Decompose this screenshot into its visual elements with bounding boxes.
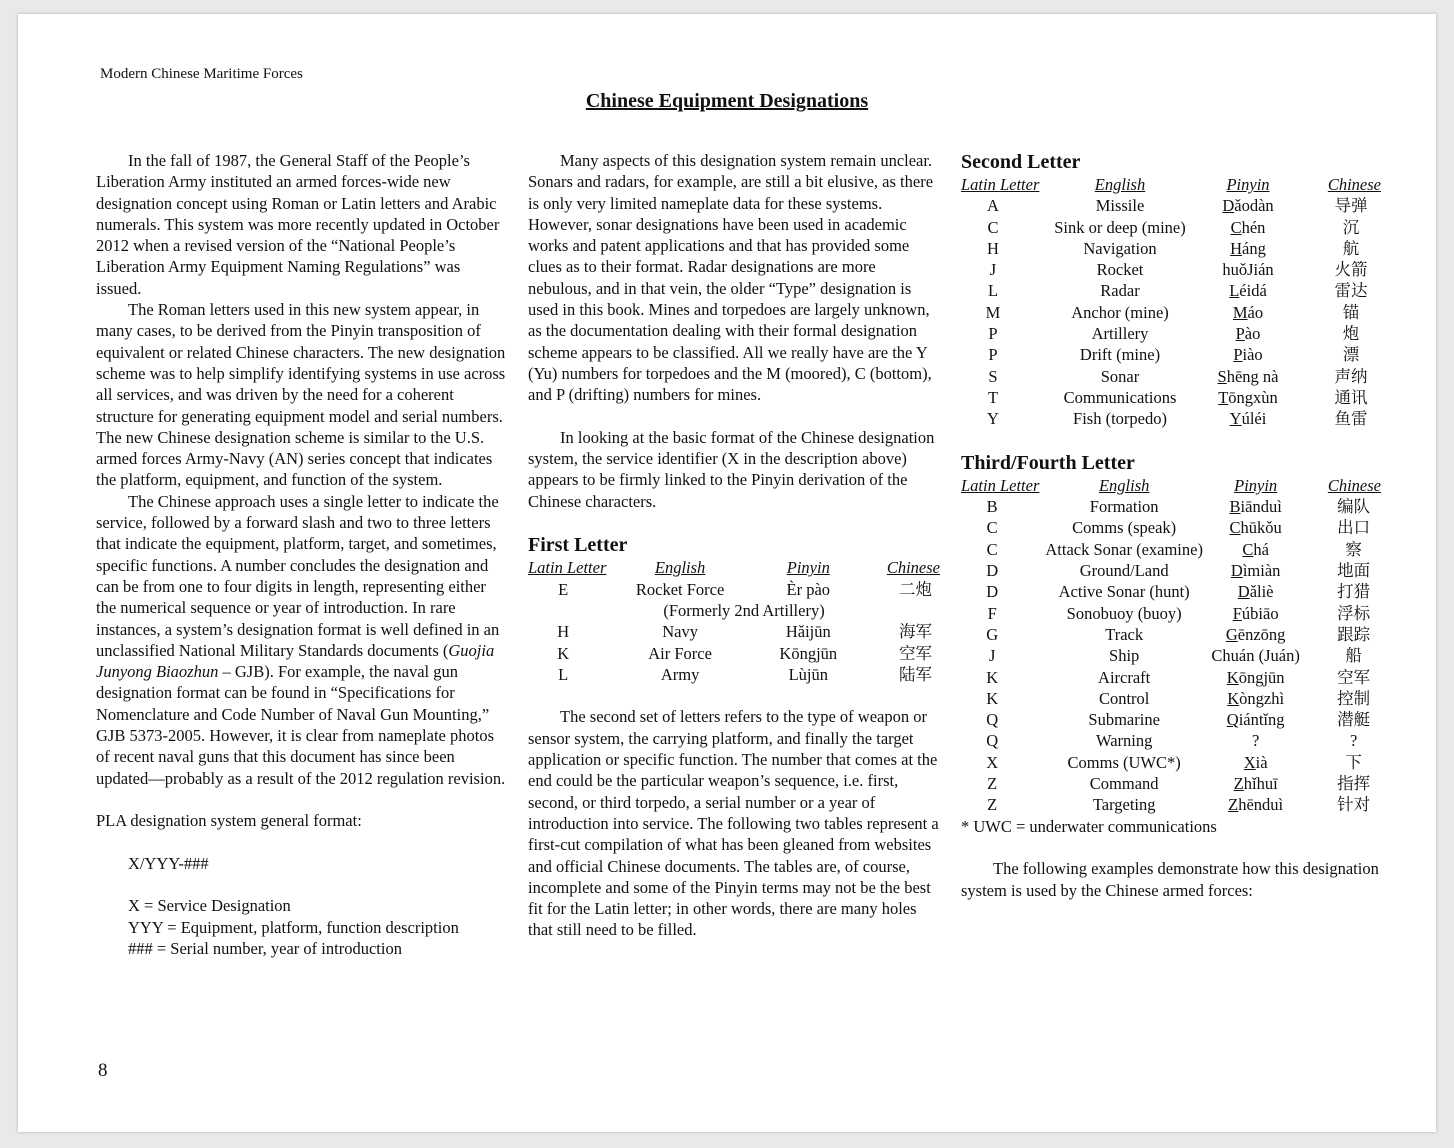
pinyin-initial: H (1230, 238, 1243, 258)
english-cell: Anchor (mine) (1071, 302, 1169, 322)
english-cell: Drift (mine) (1079, 345, 1161, 365)
latin-cell: Q (986, 710, 999, 730)
pinyin-cell: Èr pào (786, 579, 831, 599)
column-1 (96, 150, 508, 959)
english-cell: Warning (1095, 731, 1153, 751)
pinyin-rest: áo (1247, 302, 1264, 322)
chinese-cell: 浮标 (1337, 603, 1371, 623)
column-header: English (1098, 475, 1150, 495)
english-cell: Active Sonar (hunt) (1058, 582, 1190, 602)
pinyin-rest: hēnduì (1238, 795, 1284, 815)
english-cell: Missile (1095, 196, 1145, 216)
latin-cell: T (987, 387, 999, 407)
table-row (961, 302, 1381, 323)
pinyin-cell (1203, 667, 1308, 688)
table-row (961, 280, 1381, 301)
page-number: 8 (98, 1060, 108, 1081)
latin-cell: Z (987, 795, 998, 815)
paragraph: The second set of letters refers to the type of weapon or sensor system, the carrying platform, and finally the target application or specific function. The number that comes at the end could be the particular weapon’s sequence, i.e. first, second, or third torpedo, a serial number or a year of introduction into service. The following two tables represent a first-cut compilation of what has been gleaned from websites and official Chinese documents. The tables are, of course, incomplete and some of the Pinyin terms may not be the best fit for the Latin letter; in other words, there are many holes that still need to be filled. (528, 707, 939, 940)
chinese-cell (863, 600, 940, 621)
paragraph: In looking at the basic format of the Chinese designation system, the service identifier (X in the description above) appears to be firmly linked to the Pinyin derivation of the Chinese characters. (528, 427, 935, 511)
pinyin-rest: ? (1251, 731, 1260, 751)
english-cell: Army (660, 664, 700, 684)
latin-cell: K (986, 688, 999, 708)
column-header: Latin Letter (961, 175, 1040, 194)
pinyin-initial: D (1230, 561, 1243, 581)
english-cell: Command (1089, 774, 1159, 794)
english-cell: Formation (1089, 497, 1159, 517)
english-cell: Navigation (1083, 238, 1157, 258)
chinese-cell: 打猎 (1337, 582, 1371, 602)
chinese-cell: 空军 (1337, 667, 1371, 687)
pinyin-cell (1203, 752, 1308, 773)
pinyin-rest: ìmiàn (1242, 561, 1281, 581)
pinyin-cell: Kōngjūn (779, 643, 838, 663)
table-row (961, 217, 1381, 238)
english-cell: Sink or deep (mine) (1054, 217, 1186, 237)
pinyin-initial: D (1222, 196, 1235, 216)
chinese-cell: 炮 (1342, 324, 1360, 344)
table-row (961, 752, 1381, 773)
document-page (18, 14, 1436, 1132)
column-header: Chinese (1327, 475, 1381, 495)
english-cell: Comms (speak) (1072, 518, 1177, 538)
second-letter-heading: Second Letter (961, 151, 1081, 173)
table-row (961, 323, 1381, 344)
third-fourth-letter-table (961, 475, 1381, 816)
pinyin-rest: Chuán (Juán) (1211, 646, 1300, 666)
table-row (961, 366, 1381, 387)
english-cell: (Formerly 2nd Artillery) (663, 600, 825, 620)
latin-cell: G (986, 624, 999, 644)
english-cell: Ship (1109, 646, 1140, 666)
chinese-cell: 陆军 (899, 664, 932, 684)
column-header: Pinyin (1226, 175, 1270, 194)
pinyin-initial: P (1233, 345, 1243, 365)
pinyin-initial: L (1229, 281, 1240, 301)
latin-cell: B (986, 497, 998, 517)
pinyin-rest: huǒJián (1222, 260, 1274, 280)
english-cell: Radar (1100, 281, 1140, 301)
table-row (528, 579, 940, 600)
english-cell: Air Force (648, 643, 712, 663)
english-cell: Artillery (1091, 324, 1149, 344)
paragraph: The Chinese approach uses a single letter to indicate the service, followed by a forward slash and two to three letters that indicate the equipment, platform, target, and sometimes, specific functions. A number concludes the designation and can be from one to four digits in length, representing either the numerical sequence or year of introduction. In rare instances, a system’s designation format is well defined in an unclassified National Military Standards documents (Guojia Junyong Biaozhun – GJB). For example, the naval gun designation format can be found in “Specifications for Nomenclature and Code Number of Naval Gun Mounting,” GJB 5373-2005. However, it is clear from nameplate photos of recent naval guns that this document has since been updated—probably as a result of the 2012 regulation revision. (96, 491, 506, 788)
table-row (961, 603, 1381, 624)
table-row (961, 496, 1381, 517)
latin-cell: K (986, 667, 999, 687)
pinyin-cell (1203, 773, 1308, 794)
pinyin-cell (1193, 259, 1303, 280)
chinese-cell: 雷达 (1334, 281, 1368, 301)
latin-cell: C (987, 217, 999, 237)
pinyin-initial: P (1235, 324, 1245, 344)
table-row (961, 688, 1381, 709)
pinyin-rest: úbiāo (1241, 603, 1279, 623)
pinyin-cell (1203, 794, 1308, 815)
latin-cell (528, 600, 606, 621)
pinyin-rest: ǎodàn (1234, 196, 1274, 216)
table-row (961, 238, 1381, 259)
pinyin-rest: ǎliè (1249, 582, 1274, 602)
paragraph: Many aspects of this designation system remain unclear. Sonars and radars, for example, are still a bit elusive, as there is only very limited nameplate data for these systems. However, sonar designations have been used in academic works and patent applications and that has provided some clues as to their format. Radar designations are more nebulous, and in that vein, the older “Type” designation is used in this book. Mines and torpedoes are largely unknown, as the documentation dealing with their formal designation scheme appears to be classified. All we really have are the Y (Yu) numbers for torpedoes and the M (moored), C (bottom), and P (drifting) numbers for mines. (528, 151, 934, 405)
pinyin-rest: há (1253, 539, 1269, 559)
english-cell: Navy (662, 622, 698, 642)
chinese-cell: 声纳 (1334, 366, 1368, 386)
english-cell: Targeting (1092, 795, 1156, 815)
latin-cell: D (986, 582, 999, 602)
english-cell: Attack Sonar (examine) (1045, 539, 1203, 559)
latin-cell: C (986, 539, 998, 559)
english-cell: Sonobuoy (buoy) (1066, 603, 1182, 623)
legend-line: ### = Serial number, year of introduction (128, 938, 402, 958)
chinese-cell: 沉 (1342, 217, 1360, 237)
table-row (961, 581, 1381, 602)
pinyin-cell (1193, 408, 1303, 429)
pinyin-initial: C (1242, 539, 1254, 559)
latin-cell: S (988, 366, 998, 386)
chinese-cell: 出口 (1337, 518, 1371, 538)
format-intro: PLA designation system general format: (96, 811, 362, 831)
latin-cell: X (986, 752, 999, 772)
pinyin-rest: ēnzōng (1237, 624, 1286, 644)
table-row (528, 664, 940, 685)
column-header: Latin Letter (528, 558, 607, 578)
english-cell: Aircraft (1098, 667, 1151, 687)
latin-cell: P (988, 345, 998, 365)
latin-cell: L (558, 664, 569, 684)
english-cell: Control (1098, 688, 1150, 708)
pinyin-cell (1203, 581, 1308, 602)
table-row (961, 624, 1381, 645)
format-pattern: X/YYY-### (128, 853, 209, 873)
column-header: Chinese (1327, 175, 1381, 194)
pinyin-cell (1193, 195, 1303, 216)
latin-cell: L (987, 281, 999, 301)
latin-cell: J (989, 260, 997, 280)
latin-cell: A (987, 196, 999, 216)
chinese-cell: 导弹 (1334, 196, 1368, 216)
english-cell: Track (1105, 624, 1144, 644)
table-row (961, 773, 1381, 794)
latin-cell: C (986, 518, 998, 538)
pinyin-rest: úléi (1241, 409, 1267, 429)
table-row (528, 643, 940, 664)
pinyin-cell (1193, 280, 1303, 301)
pinyin-rest: hūkǒu (1240, 518, 1282, 538)
chinese-cell: 潜艇 (1337, 710, 1371, 730)
latin-cell: Z (987, 774, 998, 794)
latin-cell: E (558, 579, 569, 599)
pinyin-rest: ào (1244, 324, 1261, 344)
pinyin-cell (1203, 539, 1308, 560)
chinese-cell: 地面 (1337, 561, 1371, 581)
pinyin-cell: Lùjūn (788, 664, 828, 684)
column-header: Pinyin (1234, 475, 1278, 495)
chinese-cell: 控制 (1337, 688, 1371, 708)
table-row (961, 709, 1381, 730)
column-header: English (654, 558, 706, 578)
pinyin-rest: hén (1241, 217, 1266, 237)
chinese-cell: 通讯 (1334, 387, 1368, 407)
pinyin-cell (1203, 496, 1308, 517)
column-header: English (1094, 175, 1146, 194)
pinyin-cell (1203, 517, 1308, 538)
table-row (528, 621, 940, 642)
english-cell: Communications (1063, 387, 1177, 407)
english-cell: Submarine (1088, 710, 1160, 730)
pinyin-rest: hǐhuī (1243, 774, 1278, 794)
pinyin-rest: òngzhì (1239, 688, 1285, 708)
pinyin-initial: X (1243, 752, 1256, 772)
pinyin-cell (1193, 217, 1303, 238)
pinyin-cell: Hǎijūn (785, 622, 831, 642)
footnote: * UWC = underwater communications (961, 816, 1217, 836)
english-cell: Sonar (1100, 366, 1140, 386)
pinyin-cell (1203, 603, 1308, 624)
table-row (961, 730, 1381, 751)
column-header: Latin Letter (961, 475, 1040, 495)
pinyin-rest: iānduì (1240, 497, 1282, 517)
pinyin-initial: T (1218, 387, 1229, 407)
table-row (961, 560, 1381, 581)
latin-cell: P (988, 324, 998, 344)
table-row (961, 387, 1381, 408)
english-cell: Comms (UWC*) (1067, 752, 1181, 772)
chinese-cell: 海军 (899, 622, 932, 642)
table-row (961, 344, 1381, 365)
table-row (961, 539, 1381, 560)
column-header: Chinese (886, 558, 940, 578)
pinyin-cell (1193, 323, 1303, 344)
pinyin-initial: Z (1233, 774, 1244, 794)
chinese-cell: 编队 (1337, 497, 1371, 517)
chinese-cell: 漂 (1342, 345, 1360, 365)
first-letter-table (528, 557, 940, 685)
pinyin-rest: ià (1255, 752, 1268, 772)
chinese-cell: 跟踪 (1337, 624, 1371, 644)
pinyin-cell (1203, 645, 1308, 666)
chinese-cell: 锚 (1342, 302, 1360, 322)
pinyin-initial: Y (1229, 409, 1242, 429)
chinese-cell: ? (1350, 731, 1358, 751)
latin-cell: H (557, 622, 570, 642)
latin-cell: H (987, 238, 999, 258)
pinyin-initial: C (1229, 518, 1241, 538)
first-letter-heading: First Letter (528, 534, 628, 557)
pinyin-cell (1203, 688, 1308, 709)
table-row (961, 517, 1381, 538)
chinese-cell: 航 (1342, 238, 1360, 258)
pinyin-cell (1193, 238, 1303, 259)
third-fourth-letter-heading: Third/Fourth Letter (961, 451, 1135, 474)
english-cell: Fish (torpedo) (1073, 409, 1167, 429)
table-row (961, 645, 1381, 666)
paragraph: In the fall of 1987, the General Staff of the People’s Liberation Army instituted an armed forces-wide new designation concept using Roman or Latin letters and Arabic numerals. This system was more recently updated in October 2012 when a revised version of the “National People’s Liberation Army Equipment Naming Regulations” was issued. (96, 151, 500, 298)
pinyin-cell (1203, 709, 1308, 730)
chinese-cell: 下 (1345, 752, 1362, 772)
latin-cell: Y (987, 409, 999, 429)
chinese-cell: 针对 (1337, 795, 1371, 815)
latin-cell: M (985, 302, 1001, 322)
chinese-cell: 鱼雷 (1334, 409, 1368, 429)
latin-cell: D (986, 561, 999, 581)
pinyin-initial: B (1229, 497, 1241, 517)
table-row (528, 600, 940, 621)
table-row (961, 408, 1381, 429)
pinyin-initial: S (1217, 366, 1227, 386)
page-title: Chinese Equipment Designations (585, 90, 869, 112)
pinyin-cell (1193, 366, 1303, 387)
english-cell: Ground/Land (1079, 561, 1169, 581)
pinyin-initial: D (1237, 582, 1250, 602)
chinese-cell: 船 (1345, 646, 1362, 666)
pinyin-rest: hēng nà (1226, 366, 1279, 386)
pinyin-cell (1193, 387, 1303, 408)
pinyin-initial: G (1225, 624, 1238, 644)
pinyin-initial: Q (1226, 710, 1239, 730)
latin-cell: K (557, 643, 570, 663)
table-row (961, 195, 1381, 216)
table-row (961, 794, 1381, 815)
column-2 (528, 150, 940, 941)
chinese-cell: 火箭 (1334, 260, 1368, 280)
pinyin-cell (1203, 730, 1308, 751)
pinyin-rest: iào (1242, 345, 1263, 365)
pinyin-rest: ōngjūn (1238, 667, 1285, 687)
english-cell: Rocket (1096, 260, 1144, 280)
pinyin-rest: éidá (1239, 281, 1267, 301)
latin-cell: J (988, 646, 996, 666)
second-letter-table (961, 174, 1381, 430)
pinyin-rest: iántǐng (1238, 710, 1285, 730)
pinyin-cell (1193, 344, 1303, 365)
legend-line: YYY = Equipment, platform, function description (128, 917, 459, 937)
pinyin-cell (1193, 302, 1303, 323)
latin-cell: Q (986, 731, 999, 751)
english-cell: Rocket Force (635, 579, 725, 599)
pinyin-cell (1203, 560, 1308, 581)
chinese-cell: 二炮 (899, 579, 932, 599)
pinyin-initial: M (1232, 302, 1248, 322)
paragraph: The following examples demonstrate how this designation system is used by the Chinese armed forces: (961, 859, 1379, 900)
pinyin-initial: K (1227, 688, 1240, 708)
chinese-cell: 指挥 (1337, 774, 1371, 794)
column-3 (961, 150, 1381, 901)
pinyin-rest: ōngxùn (1228, 387, 1278, 407)
pinyin-initial: K (1226, 667, 1239, 687)
pinyin-rest: áng (1242, 238, 1266, 258)
table-row (961, 667, 1381, 688)
pinyin-initial: C (1230, 217, 1242, 237)
latin-cell: F (987, 603, 997, 623)
chinese-cell: 空军 (899, 643, 932, 663)
table-row (961, 259, 1381, 280)
running-head: Modern Chinese Maritime Forces (100, 66, 303, 82)
pinyin-cell (1203, 624, 1308, 645)
paragraph: The Roman letters used in this new system appear, in many cases, to be derived from the Pinyin transposition of equivalent or related Chinese characters. The new designation scheme was to help simplify identifying systems in use across all services, and was driven by the need for a coherent structure for generating equipment model and serial numbers. The new Chinese designation scheme is similar to the U.S. armed forces Army-Navy (AN) series concept that indicates the platform, equipment, and function of the system. (96, 300, 506, 490)
chinese-cell: 察 (1345, 539, 1362, 559)
legend-line: X = Service Designation (128, 896, 291, 916)
pinyin-initial: F (1232, 603, 1242, 623)
pinyin-initial: Z (1228, 795, 1239, 815)
column-header: Pinyin (786, 558, 830, 578)
